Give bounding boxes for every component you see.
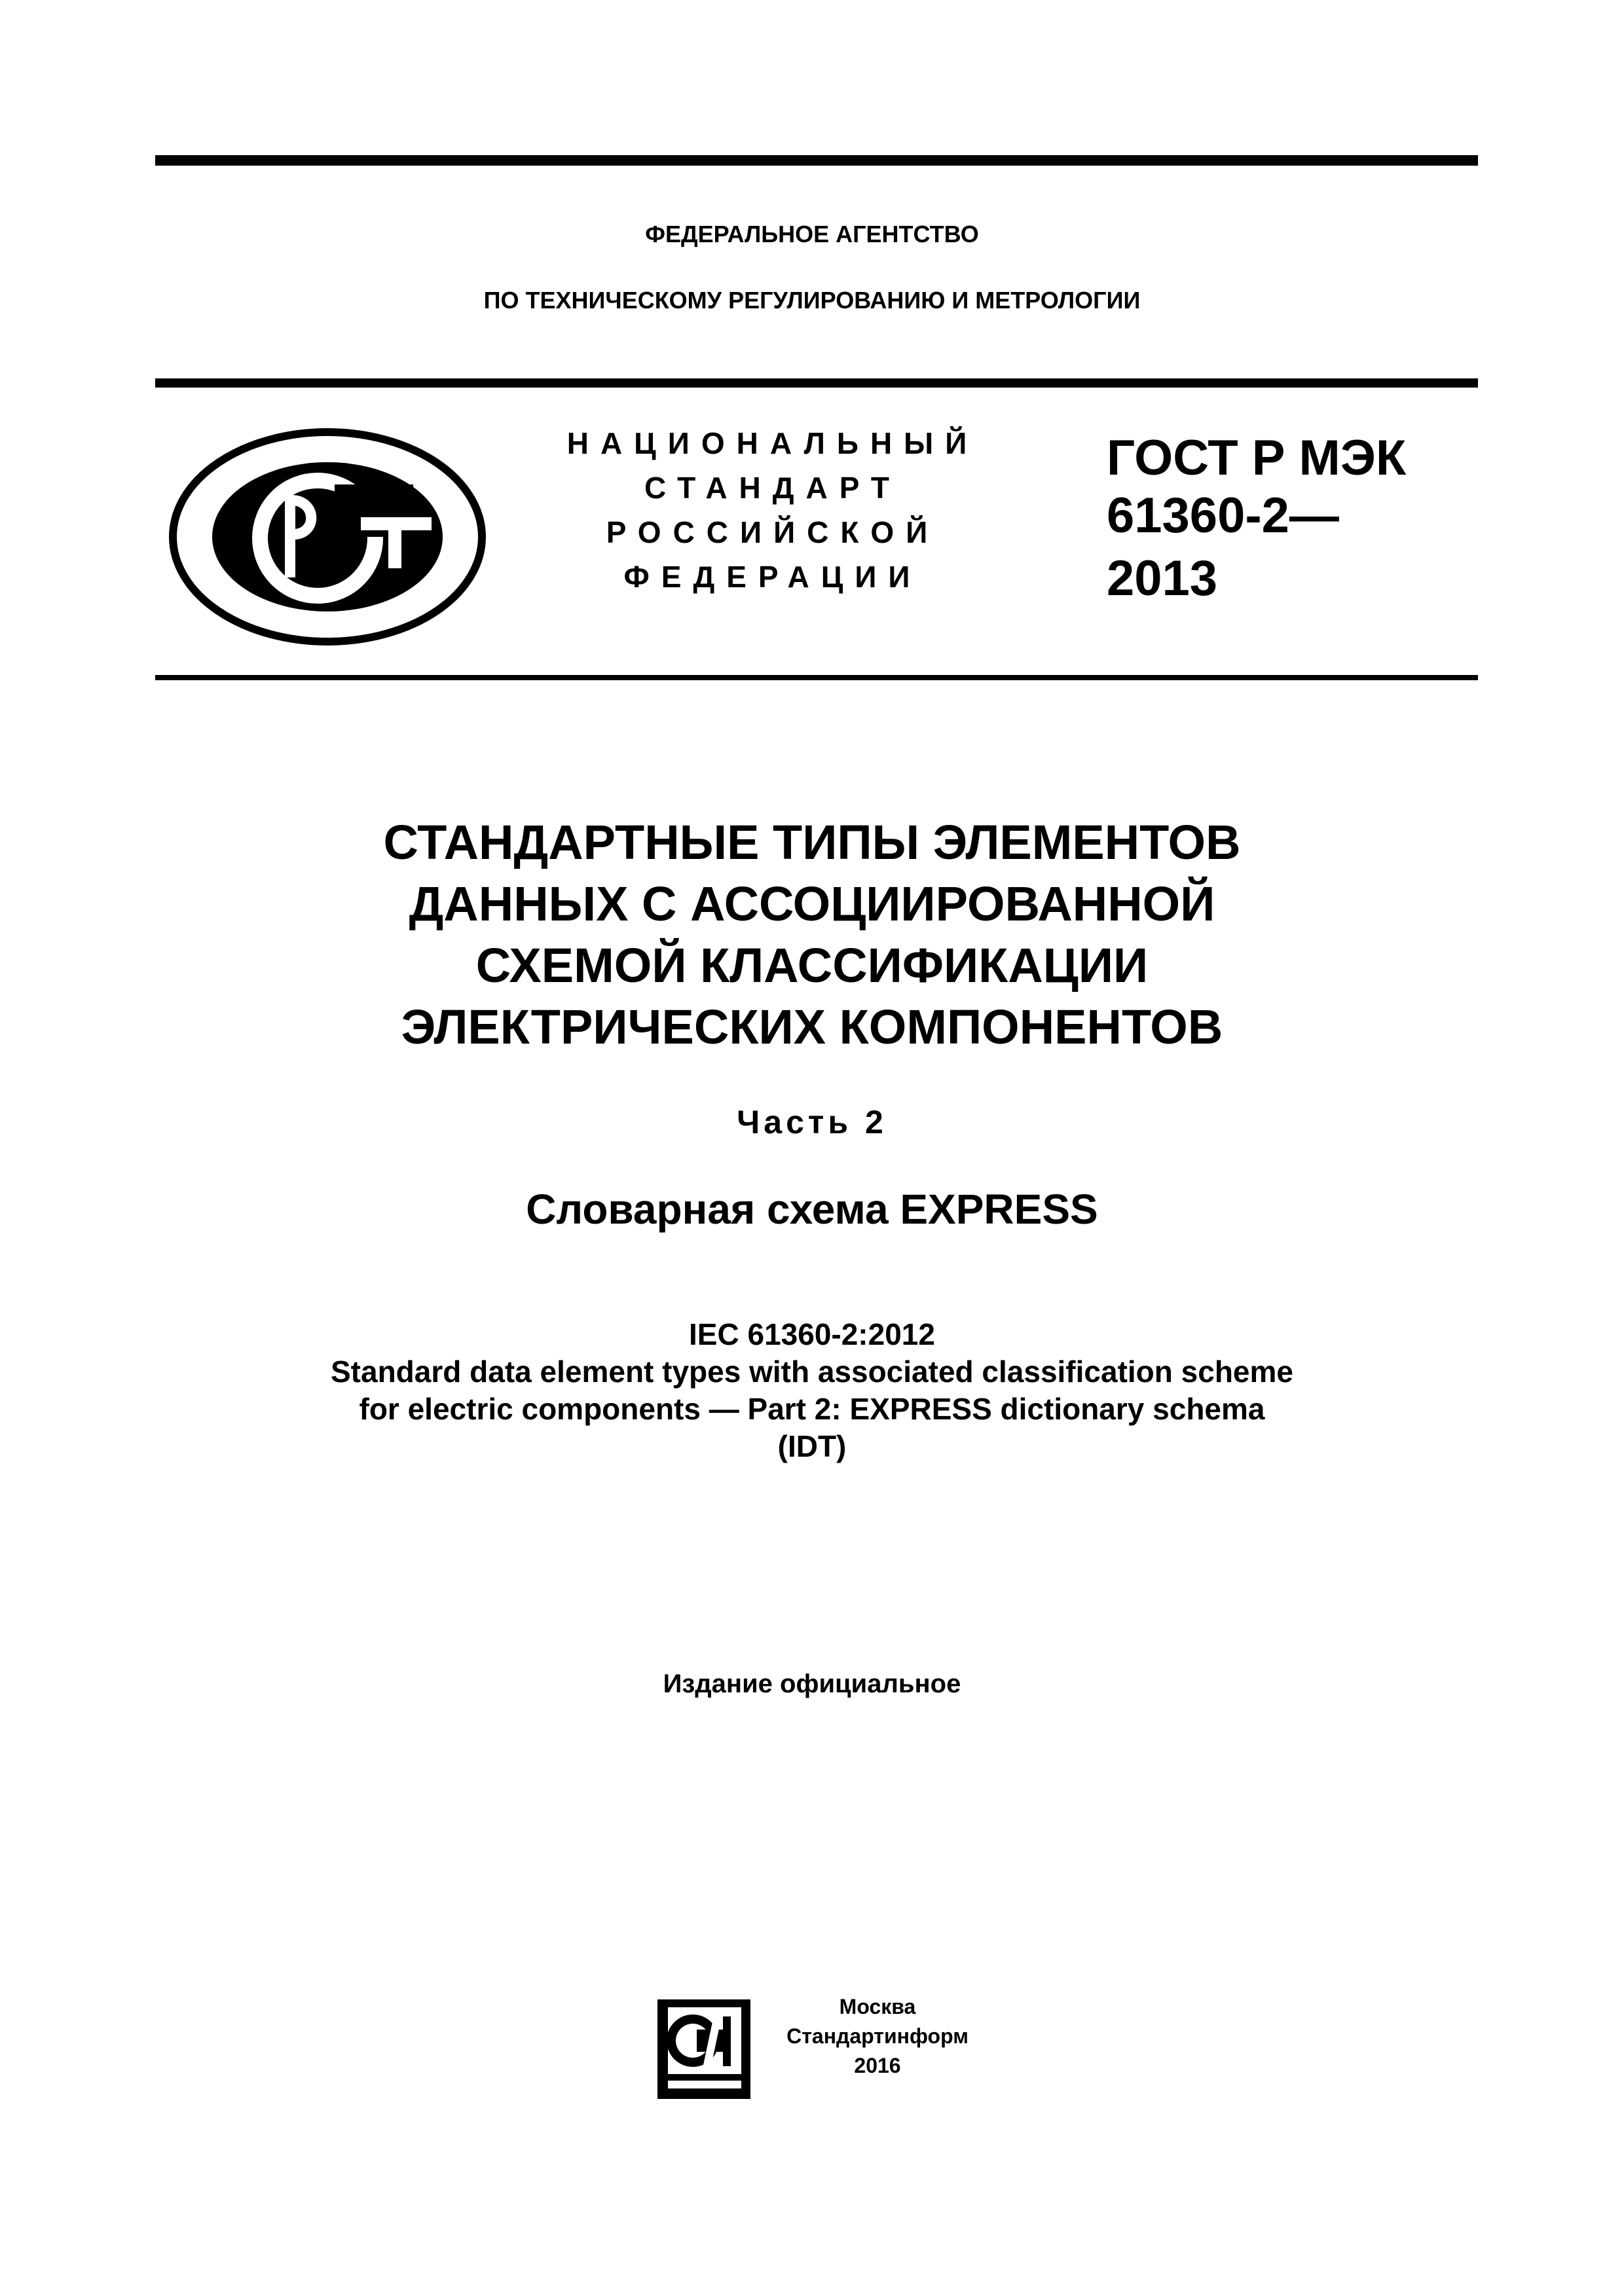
- standard-designation-line-2: 61360-2—: [1107, 488, 1339, 543]
- publisher-city: Москва: [839, 1995, 916, 2018]
- national-standard-line-1: НАЦИОНАЛЬНЫЙ: [566, 426, 979, 460]
- iec-line-1: IEC 61360-2:2012: [689, 1317, 935, 1351]
- iec-line-3: for electric components — Part 2: EXPRESS dictionary schema: [359, 1392, 1265, 1426]
- part-label: Часть 2: [737, 1104, 887, 1140]
- top-rule: [155, 155, 1478, 166]
- standard-designation-line-1: ГОСТ Р МЭК: [1107, 430, 1407, 486]
- subtitle: Словарная схема EXPRESS: [526, 1186, 1098, 1233]
- agency-line-2: ПО ТЕХНИЧЕСКОМУ РЕГУЛИРОВАНИЮ И МЕТРОЛОГИИ: [483, 287, 1141, 314]
- national-standard-line-4: ФЕДЕРАЦИИ: [623, 560, 922, 594]
- title-line-2: ДАННЫХ С АССОЦИИРОВАННОЙ: [409, 877, 1215, 931]
- title-line-1: СТАНДАРТНЫЕ ТИПЫ ЭЛЕМЕНТОВ: [383, 815, 1241, 869]
- standartinform-logo-icon: [655, 1997, 753, 2102]
- edition-label: Издание официальное: [663, 1669, 961, 1698]
- iec-line-2: Standard data element types with associated classification scheme: [331, 1355, 1293, 1389]
- title-line-3: СХЕМОЙ КЛАССИФИКАЦИИ: [475, 938, 1149, 993]
- national-standard-line-2: СТАНДАРТ: [644, 471, 901, 505]
- national-standard-line-3: РОССИЙСКОЙ: [606, 515, 940, 549]
- agency-line-1: ФЕДЕРАЛЬНОЕ АГЕНТСТВО: [645, 221, 979, 247]
- header-bottom-rule: [155, 675, 1478, 680]
- publisher-year: 2016: [854, 2054, 901, 2077]
- standard-designation-line-3: 2013: [1107, 551, 1218, 606]
- title-line-4: ЭЛЕКТРИЧЕСКИХ КОМПОНЕНТОВ: [401, 1000, 1223, 1054]
- iec-line-4: (IDT): [777, 1429, 847, 1463]
- publisher-name: Стандартинформ: [786, 2024, 969, 2048]
- header-rule: [155, 378, 1478, 388]
- rst-logo-icon: [167, 426, 488, 648]
